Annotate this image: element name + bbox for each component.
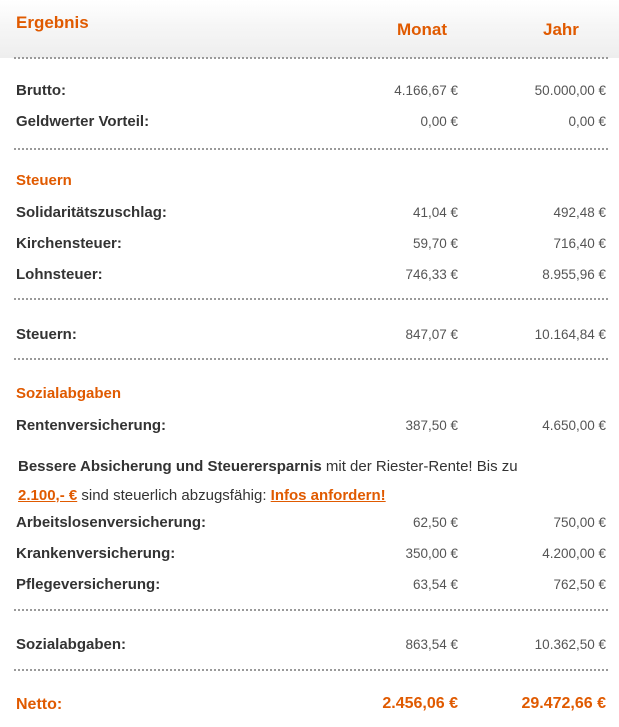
promo-headline: Bessere Absicherung und Steuerersparnis	[18, 458, 322, 475]
row-month-value: 41,04 €	[412, 205, 458, 220]
netto-label: Netto:	[16, 696, 63, 713]
divider	[14, 609, 608, 611]
row-year-value: 0,00 €	[568, 114, 606, 129]
column-header-month: Monat	[397, 20, 448, 39]
row-label: Lohnsteuer:	[16, 266, 103, 283]
row-year-value: 762,50 €	[553, 577, 606, 592]
promo-text: mit der Riester-Rente! Bis zu	[321, 458, 518, 475]
divider	[14, 298, 608, 300]
row-year-value: 4.200,00 €	[542, 546, 606, 561]
divider	[14, 358, 608, 360]
row-month-value: 746,33 €	[405, 267, 458, 282]
row-solidaritaetszuschlag	[0, 202, 619, 224]
row-steuern-total	[0, 324, 619, 346]
promo-text: sind steuerlich abzugsfähig:	[77, 487, 271, 504]
row-label: Geldwerter Vorteil:	[16, 113, 150, 130]
row-year-value: 8.955,96 €	[542, 267, 606, 282]
row-year-value: 492,48 €	[553, 205, 606, 220]
row-label: Brutto:	[16, 82, 66, 99]
riester-promo	[18, 452, 604, 510]
row-label: Sozialabgaben:	[16, 636, 127, 653]
row-year-value: 716,40 €	[553, 236, 606, 251]
divider	[14, 148, 608, 150]
row-netto	[0, 694, 619, 716]
request-info-link[interactable]: Infos anfordern!	[270, 487, 386, 504]
row-month-value: 387,50 €	[405, 418, 458, 433]
row-year-value: 10.362,50 €	[534, 637, 606, 652]
row-krankenversicherung	[0, 543, 619, 565]
row-label: Solidaritätszuschlag:	[16, 204, 167, 221]
row-label: Rentenversicherung:	[16, 417, 167, 434]
promo-amount-link[interactable]: 2.100,- €	[18, 487, 78, 504]
row-label: Krankenversicherung:	[16, 545, 176, 562]
row-brutto	[0, 80, 619, 102]
row-month-value: 863,54 €	[405, 637, 458, 652]
row-year-value: 4.650,00 €	[542, 418, 606, 433]
row-label: Arbeitslosenversicherung:	[16, 514, 207, 531]
section-heading-sozialabgaben: Sozialabgaben	[16, 385, 122, 402]
row-month-value: 63,54 €	[412, 577, 458, 592]
row-sozialabgaben-total	[0, 634, 619, 656]
row-month-value: 62,50 €	[412, 515, 458, 530]
result-title: Ergebnis	[16, 13, 89, 32]
netto-year-value: 29.472,66 €	[521, 695, 606, 712]
divider	[14, 57, 608, 59]
row-year-value: 10.164,84 €	[534, 327, 606, 342]
row-label: Kirchensteuer:	[16, 235, 122, 252]
row-year-value: 750,00 €	[553, 515, 606, 530]
column-header-year: Jahr	[543, 20, 579, 39]
row-label: Pflegeversicherung:	[16, 576, 161, 593]
row-month-value: 4.166,67 €	[394, 83, 458, 98]
row-month-value: 350,00 €	[405, 546, 458, 561]
row-month-value: 59,70 €	[412, 236, 458, 251]
row-kirchensteuer	[0, 233, 619, 255]
row-label: Steuern:	[16, 326, 77, 343]
netto-month-value: 2.456,06 €	[382, 695, 458, 712]
result-header	[0, 0, 619, 58]
row-year-value: 50.000,00 €	[534, 83, 606, 98]
row-rentenversicherung	[0, 415, 619, 437]
row-month-value: 847,07 €	[405, 327, 458, 342]
section-heading-steuern: Steuern	[16, 172, 72, 189]
row-month-value: 0,00 €	[420, 114, 458, 129]
divider	[14, 669, 608, 671]
row-arbeitslosenversicherung	[0, 512, 619, 534]
row-lohnsteuer	[0, 264, 619, 286]
row-geldwerter-vorteil	[0, 111, 619, 133]
row-pflegeversicherung	[0, 574, 619, 596]
